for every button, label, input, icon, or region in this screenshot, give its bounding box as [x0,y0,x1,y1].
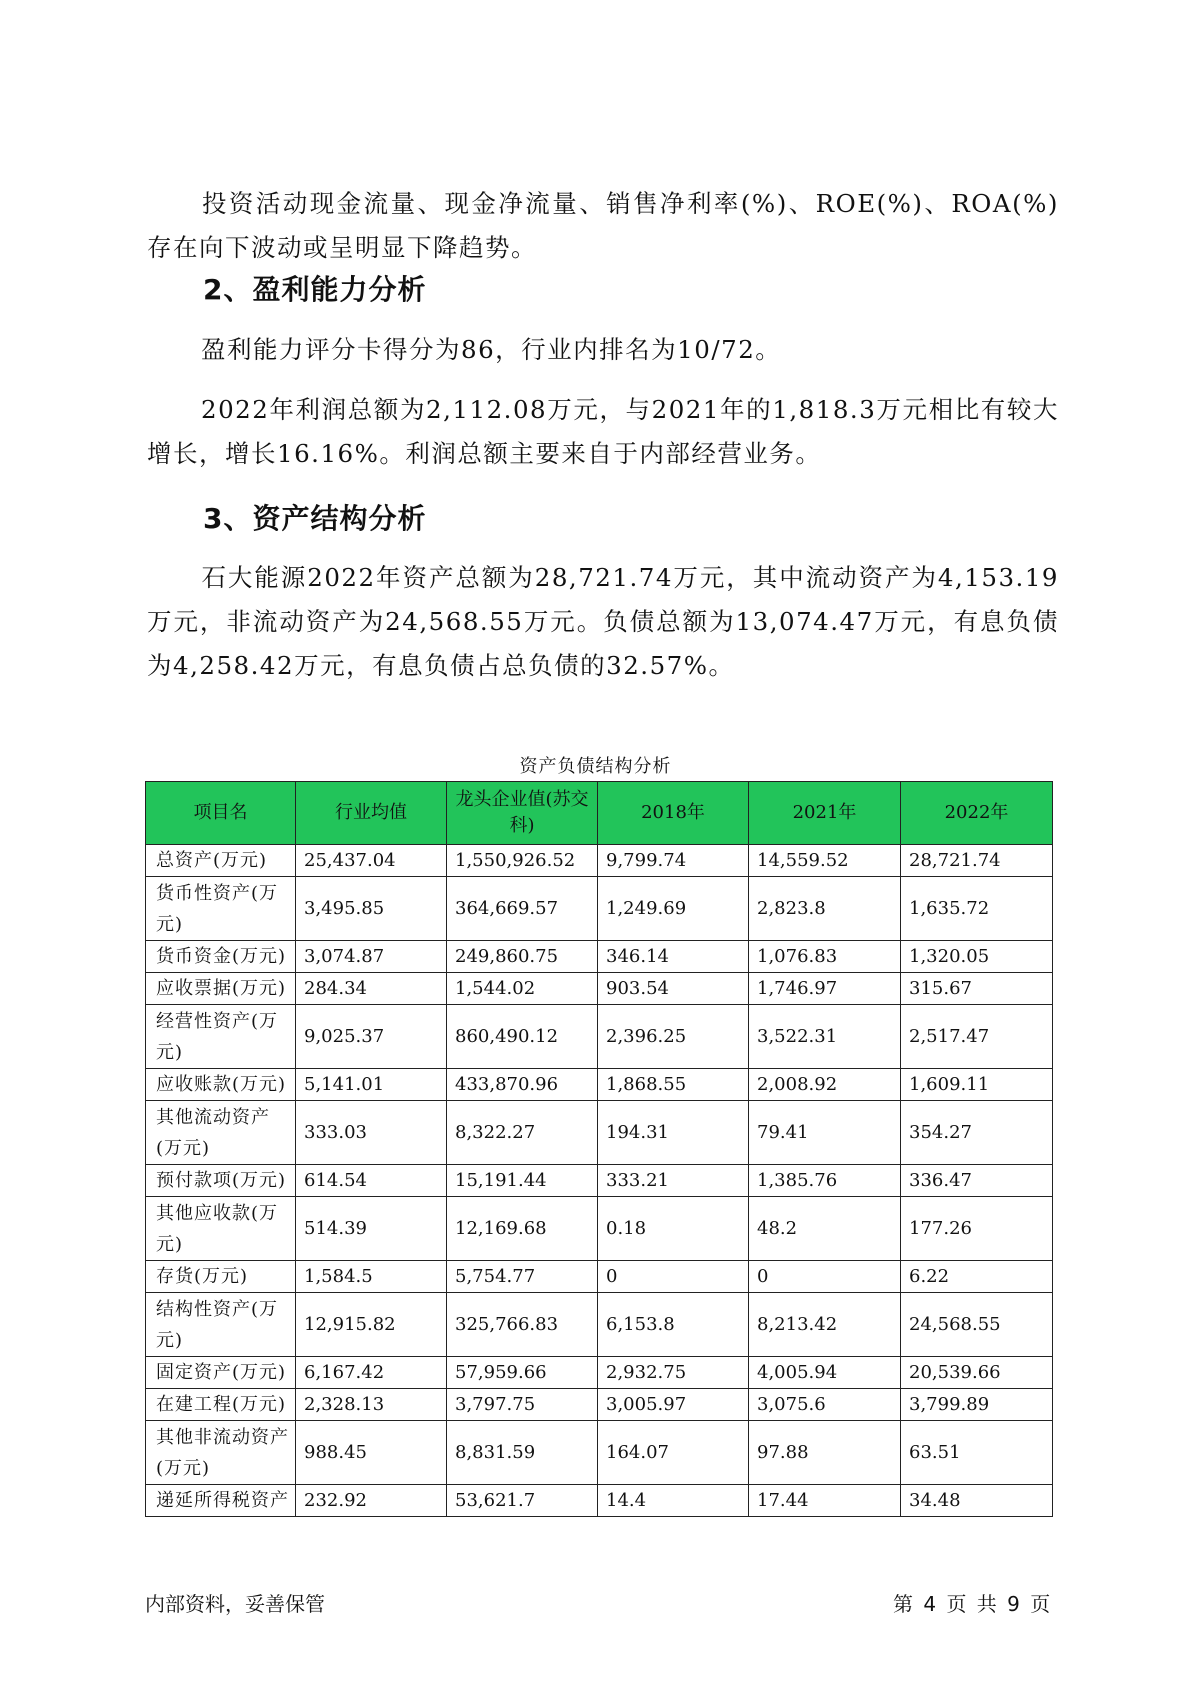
table-row [146,1389,1053,1421]
table-row [146,1261,1053,1293]
table-row [146,1485,1053,1517]
table-row [146,1421,1053,1485]
value-cell: 2,328.13 [296,1389,447,1421]
footer-confidential-note: 内部资料，妥善保管 [145,1592,325,1616]
value-cell: 194.31 [598,1101,749,1165]
value-cell: 346.14 [598,941,749,973]
table-row [146,1293,1053,1357]
value-cell: 53,621.7 [447,1485,598,1517]
value-cell: 1,385.76 [749,1165,901,1197]
value-cell: 164.07 [598,1421,749,1485]
table-row [146,941,1053,973]
value-cell: 0 [598,1261,749,1293]
value-cell: 3,797.75 [447,1389,598,1421]
value-cell: 614.54 [296,1165,447,1197]
value-cell: 1,635.72 [901,877,1053,941]
table-row [146,1357,1053,1389]
value-cell: 1,609.11 [901,1069,1053,1101]
value-cell: 57,959.66 [447,1357,598,1389]
table-row [146,1005,1053,1069]
value-cell: 2,008.92 [749,1069,901,1101]
value-cell: 988.45 [296,1421,447,1485]
row-label-cell: 应收票据(万元) [146,973,296,1005]
value-cell: 2,932.75 [598,1357,749,1389]
value-cell: 3,005.97 [598,1389,749,1421]
table-row [146,1165,1053,1197]
value-cell: 336.47 [901,1165,1053,1197]
value-cell: 15,191.44 [447,1165,598,1197]
value-cell: 12,169.68 [447,1197,598,1261]
value-cell: 1,746.97 [749,973,901,1005]
value-cell: 325,766.83 [447,1293,598,1357]
value-cell: 14,559.52 [749,845,901,877]
value-cell: 3,074.87 [296,941,447,973]
footer-page-number: 第 4 页 共 9 页 [893,1592,1051,1616]
value-cell: 1,249.69 [598,877,749,941]
value-cell: 28,721.74 [901,845,1053,877]
row-label-cell: 货币性资产(万元) [146,877,296,941]
value-cell: 177.26 [901,1197,1053,1261]
value-cell: 433,870.96 [447,1069,598,1101]
value-cell: 364,669.57 [447,877,598,941]
row-label-cell: 在建工程(万元) [146,1389,296,1421]
value-cell: 12,915.82 [296,1293,447,1357]
header-industry-average: 行业均值 [296,782,447,845]
header-year-2021: 2021年 [749,782,901,845]
value-cell: 0.18 [598,1197,749,1261]
row-label-cell: 存货(万元) [146,1261,296,1293]
value-cell: 0 [749,1261,901,1293]
value-cell: 232.92 [296,1485,447,1517]
value-cell: 6,153.8 [598,1293,749,1357]
value-cell: 1,584.5 [296,1261,447,1293]
value-cell: 14.4 [598,1485,749,1517]
paragraph-scorecard: 盈利能力评分卡得分为86，行业内排名为10/72。 [201,335,782,364]
section-heading-profitability: 2、盈利能力分析 [203,273,427,306]
value-cell: 514.39 [296,1197,447,1261]
table-caption: 资产负债结构分析 [519,756,672,777]
value-cell: 6,167.42 [296,1357,447,1389]
row-label-cell: 经营性资产(万元) [146,1005,296,1069]
value-cell: 24,568.55 [901,1293,1053,1357]
value-cell: 249,860.75 [447,941,598,973]
value-cell: 860,490.12 [447,1005,598,1069]
value-cell: 8,213.42 [749,1293,901,1357]
header-year-2022: 2022年 [901,782,1053,845]
row-label-cell: 预付款项(万元) [146,1165,296,1197]
value-cell: 2,823.8 [749,877,901,941]
header-leader-value: 龙头企业值(苏交科) [447,782,598,845]
value-cell: 6.22 [901,1261,1053,1293]
row-label-cell: 其他流动资产(万元) [146,1101,296,1165]
value-cell: 34.48 [901,1485,1053,1517]
value-cell: 2,517.47 [901,1005,1053,1069]
value-cell: 2,396.25 [598,1005,749,1069]
value-cell: 1,076.83 [749,941,901,973]
value-cell: 8,831.59 [447,1421,598,1485]
row-label-cell: 其他非流动资产(万元) [146,1421,296,1485]
value-cell: 20,539.66 [901,1357,1053,1389]
section-heading-asset-structure: 3、资产结构分析 [203,502,427,535]
value-cell: 17.44 [749,1485,901,1517]
table-row [146,845,1053,877]
value-cell: 903.54 [598,973,749,1005]
value-cell: 3,799.89 [901,1389,1053,1421]
row-label-cell: 其他应收款(万元) [146,1197,296,1261]
row-label-cell: 递延所得税资产 [146,1485,296,1517]
row-label-cell: 货币资金(万元) [146,941,296,973]
table-row [146,1069,1053,1101]
row-label-cell: 总资产(万元) [146,845,296,877]
table-row [146,973,1053,1005]
value-cell: 9,799.74 [598,845,749,877]
paragraph-profit: 2022年利润总额为2,112.08万元，与2021年的1,818.3万元相比有较大增长，增长16.16%。利润总额主要来自于内部经营业务。 [147,395,1059,468]
row-label-cell: 应收账款(万元) [146,1069,296,1101]
paragraph-assets: 石大能源2022年资产总额为28,721.74万元，其中流动资产为4,153.19万元，非流动资产为24,568.55万元。负债总额为13,074.47万元，有息负债为4,258.42万元，有息负债占总负债的32.57%。 [147,563,1059,680]
value-cell: 1,868.55 [598,1069,749,1101]
table-row [146,1101,1053,1165]
value-cell: 25,437.04 [296,845,447,877]
table-row [146,1197,1053,1261]
table-body [146,845,1053,1517]
value-cell: 1,550,926.52 [447,845,598,877]
value-cell: 97.88 [749,1421,901,1485]
value-cell: 354.27 [901,1101,1053,1165]
value-cell: 333.21 [598,1165,749,1197]
header-year-2018: 2018年 [598,782,749,845]
table-header-row [146,782,1053,845]
value-cell: 9,025.37 [296,1005,447,1069]
value-cell: 8,322.27 [447,1101,598,1165]
table-row [146,877,1053,941]
balance-sheet-table [145,781,1053,1517]
value-cell: 5,141.01 [296,1069,447,1101]
row-label-cell: 固定资产(万元) [146,1357,296,1389]
value-cell: 5,754.77 [447,1261,598,1293]
value-cell: 63.51 [901,1421,1053,1485]
row-label-cell: 结构性资产(万元) [146,1293,296,1357]
value-cell: 48.2 [749,1197,901,1261]
header-item-name: 项目名 [146,782,296,845]
value-cell: 315.67 [901,973,1053,1005]
value-cell: 79.41 [749,1101,901,1165]
value-cell: 333.03 [296,1101,447,1165]
value-cell: 3,075.6 [749,1389,901,1421]
value-cell: 1,320.05 [901,941,1053,973]
paragraph-trend: 投资活动现金流量、现金净流量、销售净利率(%)、ROE(%)、ROA(%)存在向下波动或呈明显下降趋势。 [147,189,1059,262]
value-cell: 3,495.85 [296,877,447,941]
value-cell: 284.34 [296,973,447,1005]
value-cell: 1,544.02 [447,973,598,1005]
value-cell: 3,522.31 [749,1005,901,1069]
value-cell: 4,005.94 [749,1357,901,1389]
